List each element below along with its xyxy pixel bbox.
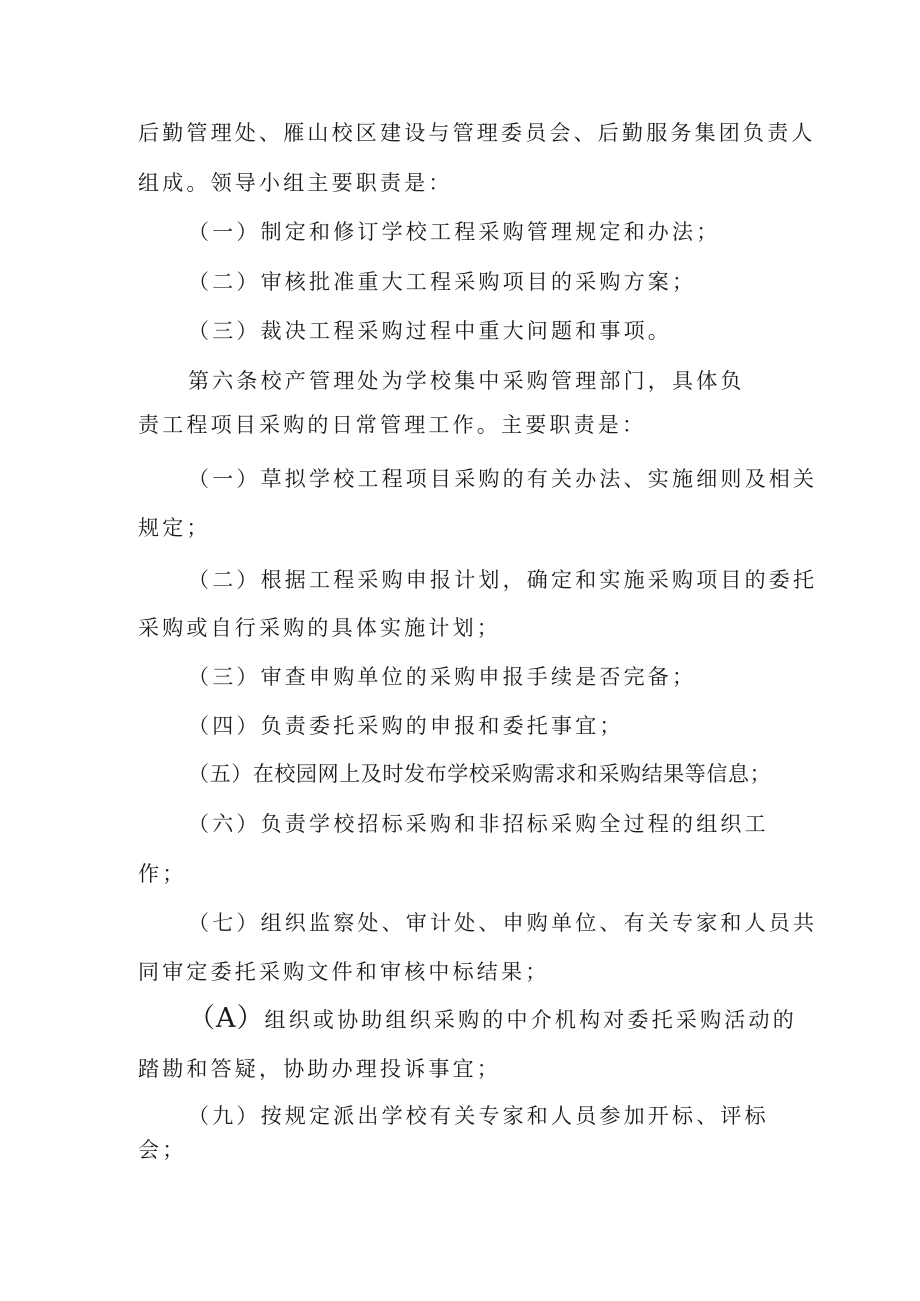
- text-line: （七）组织监察处、审计处、申购单位、有关专家和人员共: [188, 911, 818, 935]
- text-line: [188, 1005, 797, 1034]
- text-line: （二）根据工程采购申报计划，确定和实施采购项目的委托: [188, 568, 818, 592]
- text-line: 踏勘和答疑，协助办理投诉事宜；: [138, 1057, 501, 1081]
- text-line-body: 组织或协助组织采购的中介机构对委托采购活动的: [264, 1008, 797, 1032]
- text-line: （五）在校园网上及时发布学校采购需求和采购结果等信息；: [188, 762, 772, 786]
- text-line: 作；: [138, 862, 187, 886]
- text-line: （六）负责学校招标采购和非招标采购全过程的组织工: [188, 812, 769, 836]
- article-heading-line: 第六条校产管理处为学校集中采购管理部门，具体负: [188, 369, 745, 393]
- text-line: 责工程项目采购的日常管理工作。主要职责是：: [138, 413, 647, 437]
- text-line: （一）制定和修订学校工程采购管理规定和办法；: [188, 220, 721, 244]
- item-marker-eight: （A）: [188, 1003, 265, 1034]
- text-line: （四）负责委托采购的申报和委托事宜；: [188, 714, 624, 738]
- text-line: 组成。领导小组主要职责是：: [138, 171, 453, 195]
- text-line: 后勤管理处、雁山校区建设与管理委员会、后勤服务集团负责人: [138, 121, 816, 145]
- text-line: （九）按规定派出学校有关专家和人员参加开标、评标: [188, 1104, 769, 1128]
- text-line: （二）审核批准重大工程采购项目的采购方案；: [188, 270, 697, 294]
- text-line: （三）审查申购单位的采购申报手续是否完备；: [188, 665, 697, 689]
- text-line: 会；: [138, 1138, 187, 1162]
- text-line: 采购或自行采购的具体实施计划；: [138, 616, 501, 640]
- text-line: 同审定委托采购文件和审核中标结果；: [138, 960, 550, 984]
- text-line: （一）草拟学校工程项目采购的有关办法、实施细则及相关: [188, 467, 818, 491]
- text-line: （三）裁决工程采购过程中重大问题和事项。: [188, 319, 672, 343]
- text-line: 规定；: [138, 516, 211, 540]
